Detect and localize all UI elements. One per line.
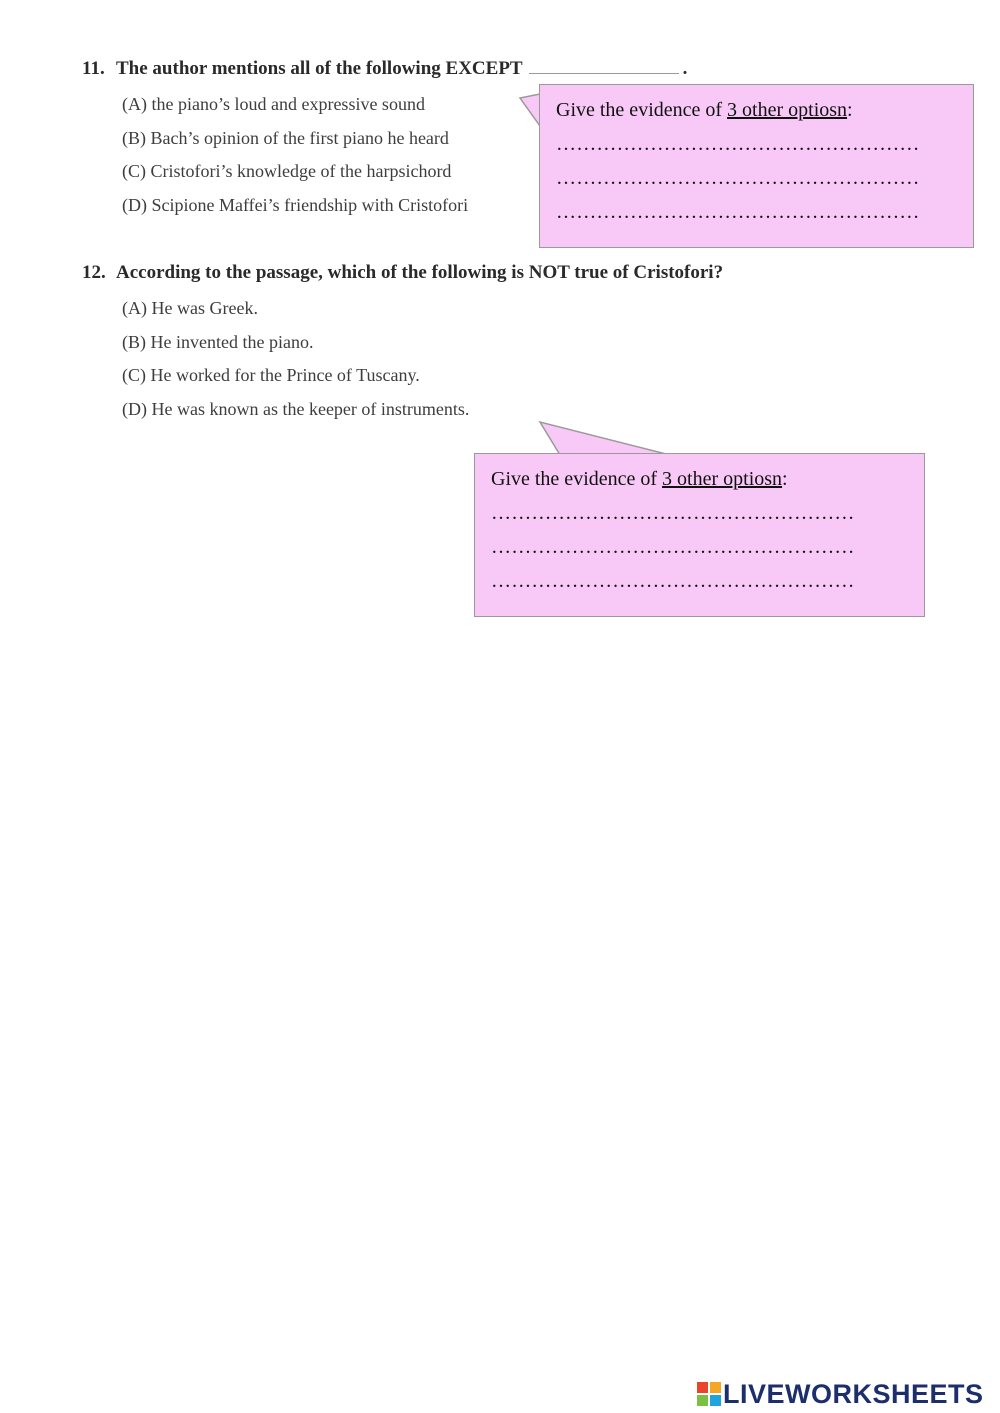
option-d: (D) He was known as the keeper of instruments. (122, 398, 470, 419)
question-number: 12. (82, 262, 106, 283)
evidence-answer-line-3[interactable]: ……………………………………………… (556, 201, 920, 223)
evidence-callout-2 (474, 453, 925, 617)
option-d: (D) Scipione Maffei’s friendship with Cristofori (122, 194, 469, 215)
option-c: (C) Cristofori’s knowledge of the harpsichord (122, 161, 452, 181)
brand-name: LIVEWORKSHEETS (723, 1378, 984, 1409)
stem-period: . (682, 58, 688, 79)
option-a: (A) the piano’s loud and expressive sound (122, 94, 425, 114)
question-stem: According to the passage, which of the following is NOT true of Cristofori? (116, 262, 724, 283)
option-b: (B) Bach’s opinion of the first piano he heard (122, 127, 449, 148)
callout-prompt: Give the evidence of 3 other optiosn: (556, 99, 853, 121)
callout-prompt: Give the evidence of 3 other optiosn: (491, 468, 788, 490)
question-stem: The author mentions all of the following EXCEPT (116, 58, 523, 79)
evidence-answer-line-1[interactable]: ……………………………………………… (491, 502, 855, 524)
question-12 (82, 262, 802, 430)
question-number: 11. (82, 58, 105, 79)
evidence-answer-line-3[interactable]: ……………………………………………… (491, 570, 855, 592)
option-b: (B) He invented the piano. (122, 331, 314, 352)
evidence-callout-1 (539, 84, 974, 248)
question-12-stem-row (82, 262, 802, 284)
answer-blank[interactable] (529, 59, 679, 74)
evidence-answer-line-2[interactable]: ……………………………………………… (556, 167, 920, 189)
option-a: (A) He was Greek. (122, 298, 258, 318)
brand-logo-icon (697, 1382, 721, 1406)
evidence-answer-line-1[interactable]: ……………………………………………… (556, 133, 920, 155)
option-list (122, 296, 802, 430)
option-c: (C) He worked for the Prince of Tuscany. (122, 365, 420, 385)
question-11-stem-row (82, 58, 802, 80)
evidence-answer-line-2[interactable]: ……………………………………………… (491, 536, 855, 558)
liveworksheets-logo (697, 1378, 984, 1410)
